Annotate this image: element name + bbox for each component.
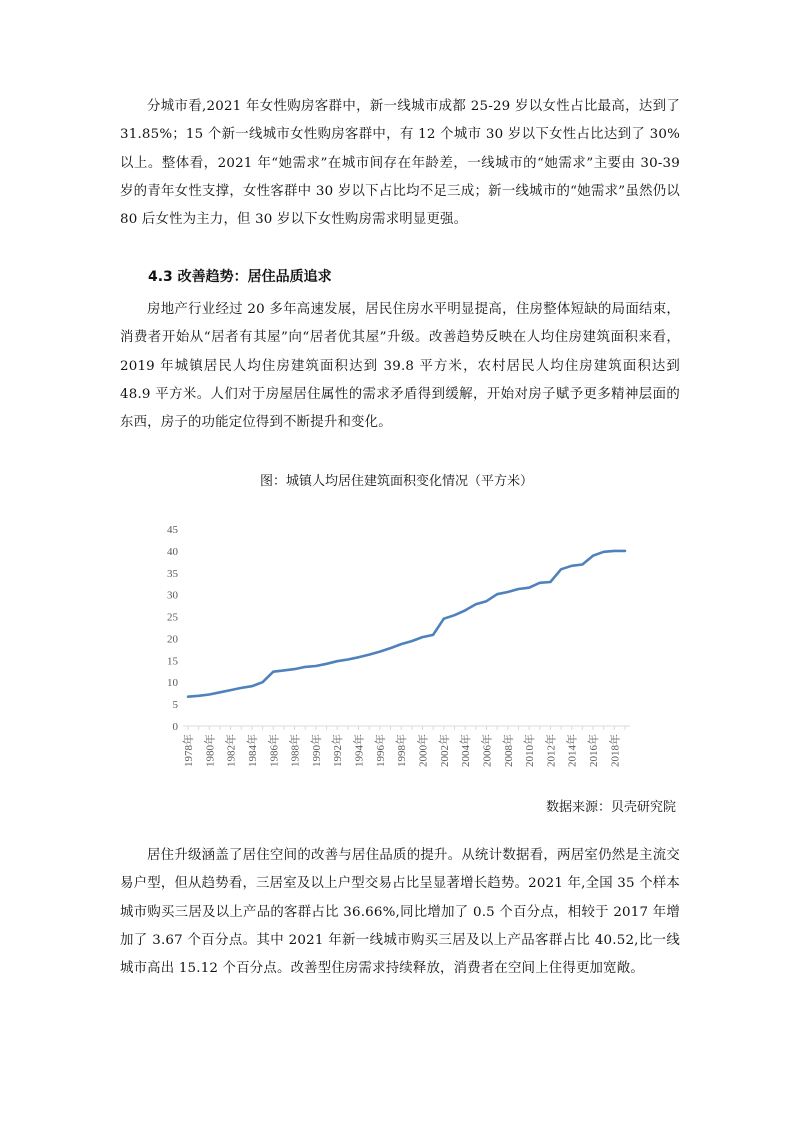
x-tick-label: 2012年 [545,734,558,767]
y-tick-label: 25 [167,611,178,624]
x-tick-label: 2016年 [588,734,601,767]
x-tick-label: 1992年 [332,734,345,767]
x-tick-label: 2018年 [609,734,622,767]
y-tick-label: 20 [167,633,178,646]
y-tick-label: 15 [167,655,178,668]
x-tick-label: 1996年 [374,734,387,767]
x-tick-label: 1990年 [310,734,323,767]
section-heading: 4.3 改善趋势：居住品质追求 [148,269,332,285]
y-tick-label: 35 [167,567,178,580]
x-tick-label: 2002年 [438,734,451,767]
paragraph-improvement-trend: 房地产行业经过 20 多年高速发展，居民住房水平明显提高，住房整体短缺的局面结束，消费者开始从“居者有其屋”向“居者优其屋”升级。改善趋势反映在人均住房建筑面积来看，2019 年城镇居民人均住房建筑面积达到 39.8 平方米，农村居民人均住房建筑面积达到 48.9 平方米。人们对于房屋居住属性的需求矛盾得到缓解，开始对房子赋予更多精神层面的东西，房子的功能定位得到不断提升和变化。 [120,302,680,431]
line-chart [140,512,660,782]
x-tick-label: 2010年 [524,734,537,767]
x-tick-label: 2006年 [481,734,494,767]
x-tick-label: 1982年 [225,734,238,767]
y-tick-label: 30 [167,589,178,602]
x-tick-label: 1986年 [268,734,281,767]
data-source: 数据来源：贝壳研究院 [545,800,676,815]
x-tick-label: 1988年 [289,734,302,767]
y-tick-label: 10 [167,677,178,690]
x-tick-label: 2004年 [460,734,473,767]
paragraph-living-upgrade: 居住升级涵盖了居住空间的改善与居住品质的提升。从统计数据看，两居室仍然是主流交易户型，但从趋势看，三居室及以上户型交易占比呈显著增长趋势。2021 年,全国 35 个样本城市购买三居及以上产品的客群占比 36.66%,同比增加了 0.5 个百分点，相较于 2017 年增加了 3.67 个百分点。其中 2021 年新一线城市购买三居及以上产品客群占比 40.52,比一线城市高出 15.12 个百分点。改善型住房需求持续释放，消费者在空间上住得更加宽敞。 [120,848,680,977]
y-tick-label: 45 [167,524,178,536]
x-tick-label: 1998年 [396,734,409,767]
x-tick-label: 1980年 [204,734,217,767]
series-line [188,551,625,697]
x-tick-label: 1984年 [246,734,259,767]
x-tick-label: 1994年 [353,734,366,767]
x-tick-label: 2000年 [417,734,430,767]
x-tick-label: 1978年 [183,734,195,767]
y-tick-label: 5 [172,699,178,712]
paragraph-city-female-buyers: 分城市看,2021 年女性购房客群中，新一线城市成都 25-29 岁以女性占比最高，达到了 31.85%；15 个新一线城市女性购房客群中，有 12 个城市 30 岁以下女性占比达到了 30%以上。整体看，2021 年“她需求”在城市间存在年龄差，一线城市的“她需求”主要由 30-39 岁的青年女性支撑，女性客群中 30 岁以下占比均不足三成；新一线城市的“她需求”虽然仍以 80 后女性为主力，但 30 岁以下女性购房需求明显更强。 [120,99,680,228]
y-tick-label: 0 [172,721,178,733]
y-tick-label: 40 [167,545,178,558]
chart-caption: 图：城镇人均居住建筑面积变化情况（平方米） [259,474,533,489]
x-tick-label: 2014年 [566,734,579,767]
x-tick-label: 2008年 [502,734,515,767]
